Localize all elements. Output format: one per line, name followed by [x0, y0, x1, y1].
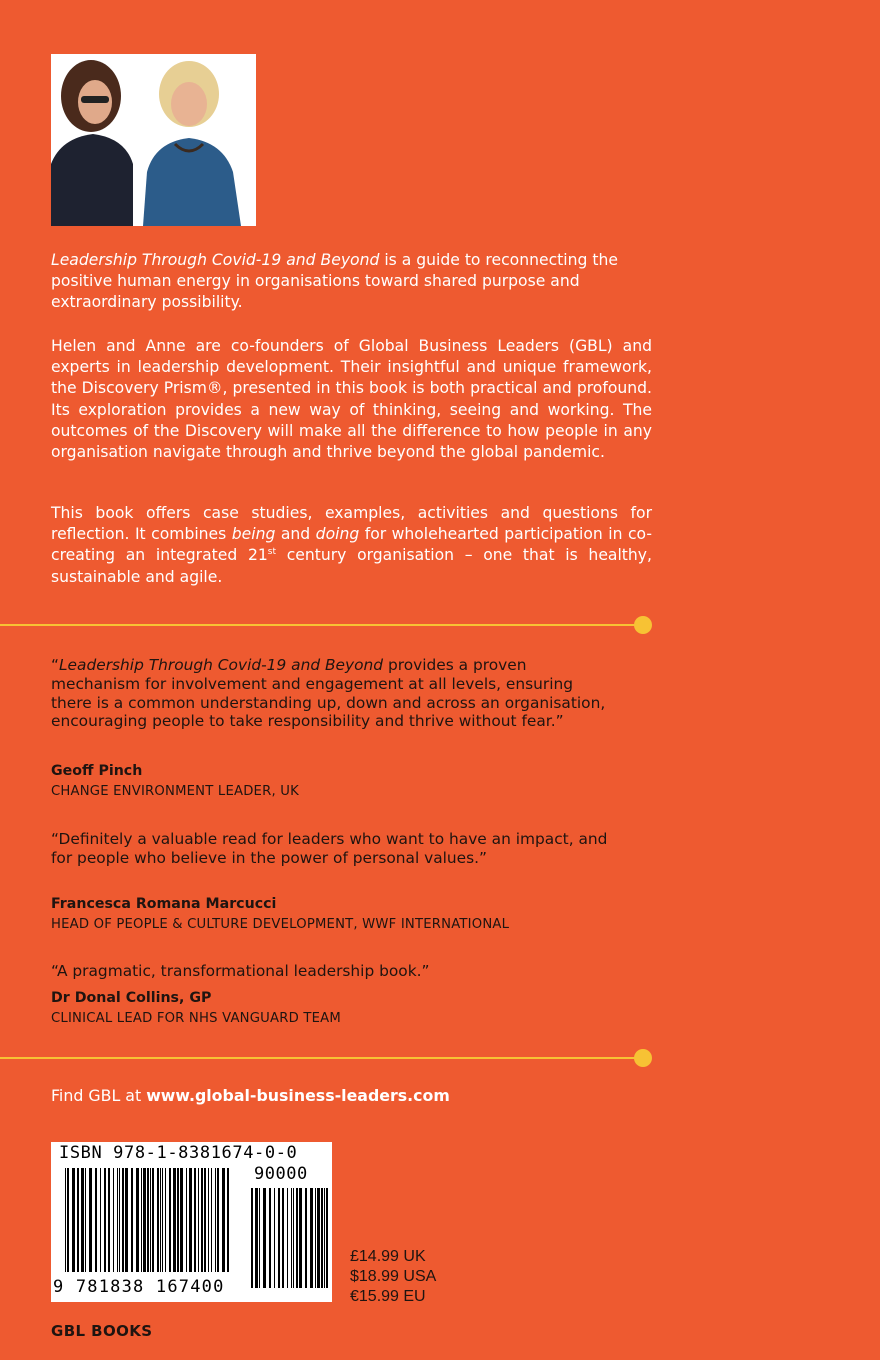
barcode-bar — [186, 1168, 187, 1272]
barcode-bar — [211, 1168, 212, 1272]
barcode-bar — [180, 1168, 183, 1272]
blurb-paragraph-3: This book offers case studies, examples, activities and questions for reflection. It combines being and doing for wholehearted participation in co-creating an integrated 21st century organisation – one that is healthy, sustainable and agile. — [51, 504, 652, 586]
addon-bar — [310, 1188, 313, 1288]
barcode-bar — [122, 1168, 124, 1272]
endorsement-quote-2: “Definitely a valuable read for leaders who want to have an impact, and for people who believe in the power of personal values.” — [51, 830, 608, 867]
addon-bar — [324, 1188, 325, 1288]
barcode-bar — [169, 1168, 171, 1272]
addon-bar — [259, 1188, 260, 1288]
endorsement-author-1: Geoff Pinch — [51, 763, 143, 779]
addon-bar — [263, 1188, 266, 1288]
addon-bar — [305, 1188, 307, 1288]
endorsement-author-3: Dr Donal Collins, GP — [51, 990, 212, 1006]
barcode-bar — [143, 1168, 146, 1272]
barcode-bar — [165, 1168, 166, 1272]
barcode-bar — [104, 1168, 106, 1272]
addon-bar — [251, 1188, 253, 1288]
barcode-bar — [131, 1168, 133, 1272]
barcode-digits: 9 781838 167400 — [53, 1277, 225, 1297]
addon-bar — [293, 1188, 294, 1288]
barcode-bar — [201, 1168, 203, 1272]
barcode-bar — [189, 1168, 192, 1272]
barcode-bar — [227, 1168, 229, 1272]
barcode-bar — [198, 1168, 199, 1272]
addon-bar — [321, 1188, 323, 1288]
barcode-bar — [157, 1168, 159, 1272]
divider-dot — [634, 1049, 652, 1067]
price-eu: €15.99 EU — [350, 1288, 426, 1305]
endorsement-quote-3: “A pragmatic, transformational leadership book.” — [51, 962, 430, 980]
price-list — [350, 1247, 436, 1307]
barcode-bar — [204, 1168, 206, 1272]
blurb-paragraph-2: Helen and Anne are co-founders of Global Business Leaders (GBL) and experts in leadership development. Their insightful and unique framework, the Discovery Prism®, presented in this book is both practical and profound. Its exploration provides a new way of thinking, seeing and working. The outcomes of the Discovery will make all the difference to how people in any organisation navigate through and thrive beyond the global pandemic. — [51, 337, 652, 462]
barcode-bar — [136, 1168, 139, 1272]
endorsement-quote-1: “Leadership Through Covid-19 and Beyond provides a proven mechanism for involvement and engagement at all levels, ensuring there is a common understanding up, down and across an organisation, encouraging people to take responsibility and thrive without fear.” — [51, 656, 606, 731]
blurb-paragraph-1: Leadership Through Covid-19 and Beyond is a guide to reconnecting the positive human energy in organisations toward shared purpose and extraordinary possibility. — [51, 251, 618, 312]
barcode-bar — [65, 1168, 66, 1272]
barcode-bar — [89, 1168, 92, 1272]
barcode-bar — [162, 1168, 163, 1272]
addon-bar — [278, 1188, 280, 1288]
barcode-bar — [113, 1168, 114, 1272]
barcode-bar — [217, 1168, 219, 1272]
barcode-bar — [108, 1168, 110, 1272]
barcode-bar — [100, 1168, 101, 1272]
barcode-bar — [194, 1168, 196, 1272]
barcode-bar — [141, 1168, 142, 1272]
barcode-bar — [125, 1168, 128, 1272]
author-photo — [51, 54, 256, 226]
addon-bar — [299, 1188, 302, 1288]
barcode-bar — [72, 1168, 75, 1272]
endorsement-role-1: CHANGE ENVIRONMENT LEADER, UK — [51, 784, 299, 799]
barcode-bar — [117, 1168, 118, 1272]
addon-bar — [315, 1188, 316, 1288]
price-uk: £14.99 UK — [350, 1248, 426, 1265]
barcode-bar — [173, 1168, 176, 1272]
endorsement-role-2: HEAD OF PEOPLE & CULTURE DEVELOPMENT, WWF INTERNATIONAL — [51, 917, 510, 932]
divider-dot — [634, 616, 652, 634]
barcode-bar — [208, 1168, 209, 1272]
addon-bar — [287, 1188, 288, 1288]
barcode-bar — [77, 1168, 79, 1272]
barcode-bar — [67, 1168, 69, 1272]
addon-bar — [282, 1188, 284, 1288]
addon-bar — [255, 1188, 258, 1288]
barcode-bar — [119, 1168, 120, 1272]
price-addon-code: 90000 — [254, 1164, 308, 1184]
addon-bar — [269, 1188, 271, 1288]
publisher-name: GBL BOOKS — [51, 1322, 153, 1340]
barcode-bar — [81, 1168, 84, 1272]
addon-bar — [317, 1188, 320, 1288]
book-title: Leadership Through Covid-19 and Beyond — [51, 251, 380, 269]
isbn-number: ISBN 978-1-8381674-0-0 — [59, 1143, 298, 1163]
isbn-barcode — [51, 1142, 332, 1302]
barcode-bar — [222, 1168, 225, 1272]
barcode-bar — [95, 1168, 97, 1272]
endorsement-role-3: CLINICAL LEAD FOR NHS VANGUARD TEAM — [51, 1011, 341, 1026]
website-link[interactable]: www.global-business-leaders.com — [146, 1086, 450, 1105]
barcode-bar — [177, 1168, 179, 1272]
addon-bar — [274, 1188, 275, 1288]
barcode-bar — [152, 1168, 154, 1272]
barcode-bar — [150, 1168, 151, 1272]
website-line: Find GBL at www.global-business-leaders.com — [51, 1086, 450, 1105]
addon-bar — [296, 1188, 298, 1288]
divider-top — [0, 624, 646, 626]
barcode-bar — [147, 1168, 149, 1272]
barcode-bar — [215, 1168, 216, 1272]
barcode-bar — [160, 1168, 161, 1272]
addon-bar — [326, 1188, 328, 1288]
divider-bottom — [0, 1057, 646, 1059]
price-usa: $18.99 USA — [350, 1268, 437, 1285]
barcode-bar — [85, 1168, 86, 1272]
endorsement-author-2: Francesca Romana Marcucci — [51, 896, 277, 912]
addon-bar — [291, 1188, 292, 1288]
